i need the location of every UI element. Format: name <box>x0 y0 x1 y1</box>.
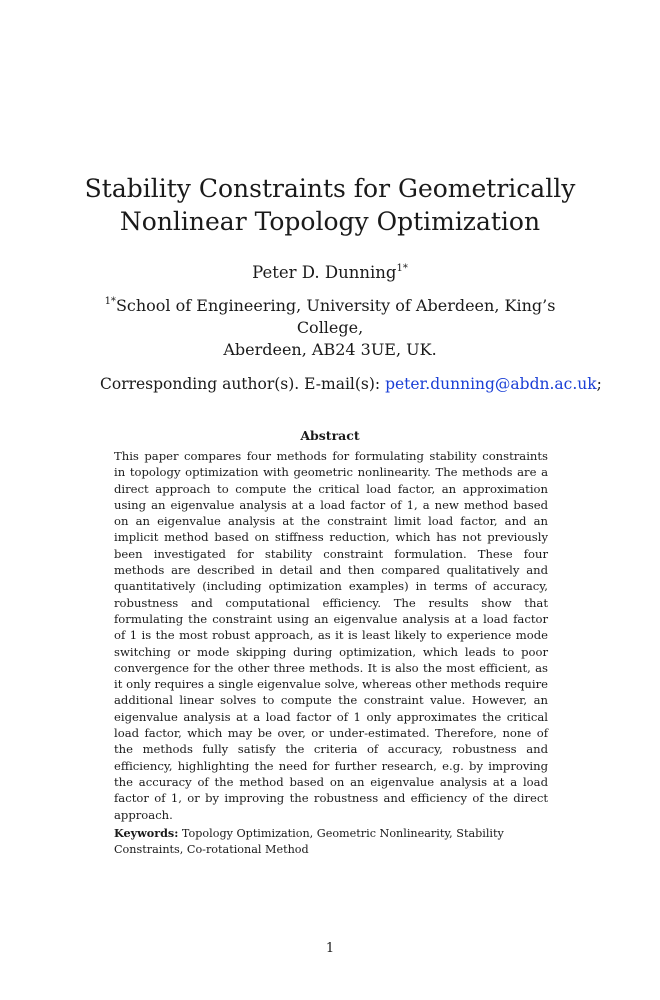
abstract-text: This paper compares four methods for formulating stability constraints in topology optimization with geometric nonlinearity. The methods are a direct approach to compute the critical load factor, an approximation using an eigenvalue analysis at a load factor of 1, a new method based on an eigenvalue analysis at the constraint limit load factor, and an implicit method based on stiffness reduction, which has not previously been investigated for stability constraint formulation. These four methods are described in detail and then compared qualitatively and quantitatively (including optimization examples) in terms of accuracy, robustness and computational efficiency. The results show that formulating the constraint using an eigenvalue analysis at a load factor of 1 is the most robust approach, as it is least likely to experience mode switching or mode skipping during optimization, which leads to poor convergence for the other three methods. It is also the most efficient, as it only requires a single eigenvalue solve, whereas other methods require additional linear solves to compute the constraint value. However, an eigenvalue analysis at a load factor of 1 only approximates the critical load factor, which may be over, or under-estimated. Therefore, none of the methods fully satisfy the criteria of accuracy, robustness and efficiency, highlighting the need for further research, e.g. by improving the accuracy of the method based on an eigenvalue analysis at a load factor of 1, or by improving the robustness and efficiency of the direct approach. <box>114 449 548 822</box>
corresponding-label: Corresponding author(s). E-mail(s): <box>100 375 386 393</box>
abstract-heading: Abstract <box>300 428 360 443</box>
corresponding-trail: ; <box>596 375 602 393</box>
author-name: Peter D. Dunning <box>252 263 397 282</box>
author-affiliation-mark: 1* <box>396 263 408 274</box>
keywords <box>114 825 548 858</box>
corresponding-author <box>100 373 602 395</box>
keywords-text: Topology Optimization, Geometric Nonlinearity, Stability Constraints, Co-rotational Method <box>114 827 504 856</box>
affiliation-line-2: Aberdeen, AB24 3UE, UK. <box>223 340 437 359</box>
author-email-link[interactable]: peter.dunning@abdn.ac.uk <box>385 375 597 393</box>
keywords-label: Keywords: <box>114 826 179 840</box>
affiliation-text-1: School of Engineering, University of Aberdeen, King’s College, <box>115 296 556 337</box>
title-line-2: Nonlinear Topology Optimization <box>119 207 541 236</box>
paper-title <box>60 172 600 238</box>
author-line <box>60 262 600 284</box>
page-number: 1 <box>325 941 335 956</box>
affiliation <box>70 295 590 361</box>
title-line-1: Stability Constraints for Geometrically <box>84 174 576 203</box>
affiliation-line-1 <box>70 295 590 339</box>
affiliation-mark: 1* <box>104 296 116 307</box>
